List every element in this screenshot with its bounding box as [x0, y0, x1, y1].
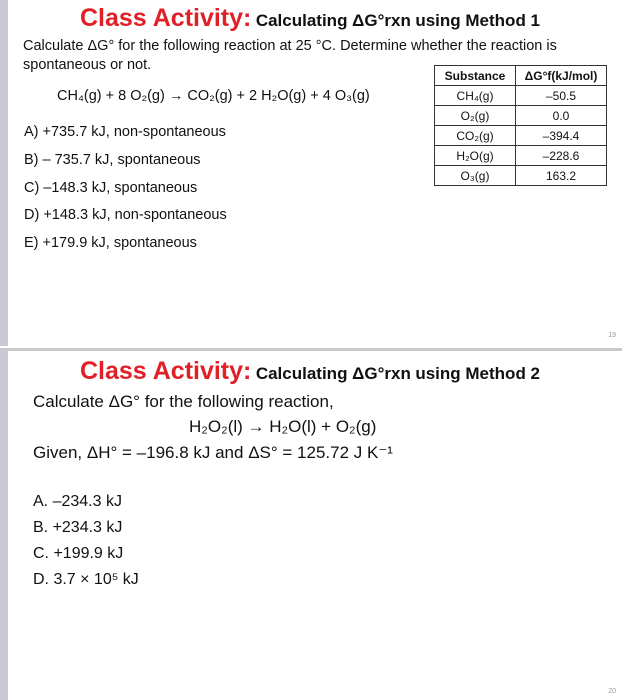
reaction-equation: CH₄(g) + 8 O₂(g) → CO₂(g) + 2 H₂O(g) + 4 O₃(g)	[57, 88, 370, 104]
cell-substance: O₂(g)	[435, 106, 516, 126]
question-line-1: Calculate ΔG° for the following reaction at 25 °C. Determine whether the reaction is	[23, 38, 557, 54]
answer-option-c: C) –148.3 kJ, spontaneous	[24, 180, 198, 196]
reaction-equation: H₂O₂(l) → H₂O(l) + O₂(g)	[189, 417, 377, 436]
answer-option-a: A. –234.3 kJ	[33, 493, 122, 510]
table-row	[435, 86, 607, 106]
cell-value: 0.0	[516, 106, 607, 126]
question-line-2: spontaneous or not.	[23, 57, 152, 73]
page-number: 19	[608, 332, 616, 339]
title-black-part: Calculating ΔG°	[255, 364, 385, 383]
cell-value: –394.4	[516, 126, 607, 146]
page-number: 20	[608, 688, 616, 695]
gibbs-energy-table	[434, 65, 607, 186]
title-red-part: Class Activity:	[80, 4, 252, 32]
header-delta-g: ΔG°f(kJ/mol)	[516, 66, 607, 86]
cell-value: –228.6	[516, 146, 607, 166]
given-values: Given, ΔH° = –196.8 kJ and ΔS° = 125.72 J K⁻¹	[33, 443, 393, 462]
slide2-title	[80, 357, 540, 386]
title-subscript: rxn	[384, 364, 411, 383]
title-black-part: Calculating ΔG°	[255, 11, 385, 30]
answer-option-a: A) +735.7 kJ, non-spontaneous	[24, 124, 226, 140]
answer-option-d: D) +148.3 kJ, non-spontaneous	[24, 207, 227, 223]
question-text: Calculate ΔG° for the following reaction,	[33, 392, 334, 411]
slide-19	[0, 0, 622, 346]
table-header-row	[435, 66, 607, 86]
answer-option-d: D. 3.7 × 10⁵ kJ	[33, 571, 139, 588]
answer-option-b: B) – 735.7 kJ, spontaneous	[24, 152, 201, 168]
answer-option-c: C. +199.9 kJ	[33, 545, 124, 562]
table-row	[435, 146, 607, 166]
title-subscript: rxn	[384, 11, 411, 30]
slide-sidebar	[0, 351, 8, 700]
cell-substance: CO₂(g)	[435, 126, 516, 146]
table-row	[435, 166, 607, 186]
slide1-title	[80, 4, 540, 33]
cell-value: 163.2	[516, 166, 607, 186]
cell-substance: O₃(g)	[435, 166, 516, 186]
answer-option-b: B. +234.3 kJ	[33, 519, 123, 536]
cell-substance: CH₄(g)	[435, 86, 516, 106]
slide-sidebar	[0, 0, 8, 346]
table-row	[435, 106, 607, 126]
title-red-part: Class Activity:	[80, 357, 252, 385]
title-method: using Method 1	[415, 11, 541, 30]
cell-value: –50.5	[516, 86, 607, 106]
answer-option-e: E) +179.9 kJ, spontaneous	[24, 235, 197, 251]
header-substance: Substance	[435, 66, 516, 86]
slide-20	[0, 348, 622, 700]
cell-substance: H₂O(g)	[435, 146, 516, 166]
table-row	[435, 126, 607, 146]
title-method: using Method 2	[415, 364, 541, 383]
